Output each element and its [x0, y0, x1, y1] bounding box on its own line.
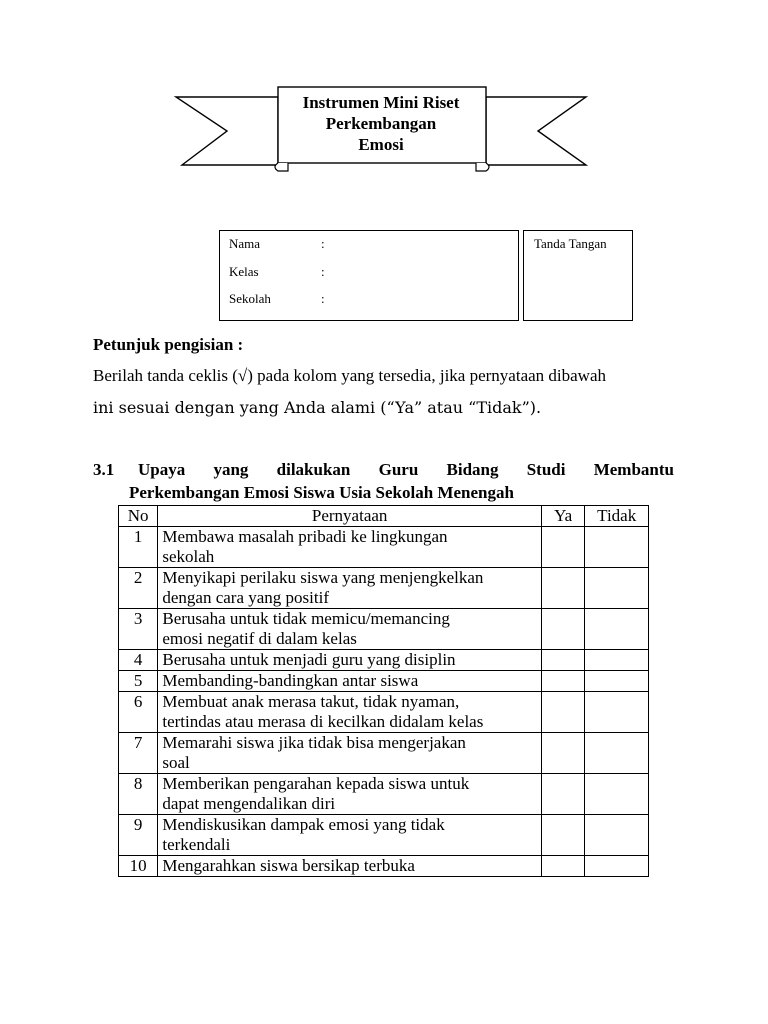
table-row [119, 671, 649, 692]
header-statement: Pernyataan [158, 506, 542, 527]
section-title-line2: Perkembangan Emosi Siswa Usia Sekolah Menengah [129, 483, 514, 502]
checkbox-tidak[interactable] [585, 733, 649, 774]
checkbox-tidak[interactable] [585, 774, 649, 815]
row-statement [158, 815, 542, 856]
signature-label: Tanda Tangan [534, 236, 607, 251]
header-no: No [119, 506, 158, 527]
statement-line: Mendiskusikan dampak emosi yang tidak [162, 815, 445, 834]
table-row [119, 568, 649, 609]
questionnaire-table [118, 505, 649, 877]
statement-line: soal [162, 753, 190, 772]
statement-line: emosi negatif di dalam kelas [162, 629, 357, 648]
statement-line: Membawa masalah pribadi ke lingkungan [162, 527, 448, 546]
statement-line: terkendali [162, 835, 231, 854]
table-row [119, 733, 649, 774]
banner-title [281, 92, 481, 155]
table-header-row [119, 506, 649, 527]
checkbox-ya[interactable] [541, 568, 584, 609]
instructions-title: Petunjuk pengisian : [93, 335, 244, 354]
signature-box[interactable] [523, 230, 633, 321]
checkbox-tidak[interactable] [585, 815, 649, 856]
checkbox-tidak[interactable] [585, 856, 649, 877]
banner-title-line: Emosi [358, 135, 404, 154]
checkbox-ya[interactable] [541, 527, 584, 568]
table-row [119, 774, 649, 815]
checkbox-tidak[interactable] [585, 650, 649, 671]
identity-box [219, 230, 519, 321]
banner-title-line: Instrumen Mini Riset [302, 93, 460, 112]
identity-label: Sekolah [229, 291, 271, 306]
row-statement [158, 733, 542, 774]
section-number: 3.1 [93, 460, 115, 479]
instructions-text-line1: Berilah tanda ceklis (√) pada kolom yang tersedia, jika pernyataan dibawah [93, 366, 606, 385]
row-statement [158, 692, 542, 733]
checkbox-ya[interactable] [541, 815, 584, 856]
checkbox-ya[interactable] [541, 733, 584, 774]
row-number: 2 [119, 568, 158, 609]
checkbox-tidak[interactable] [585, 692, 649, 733]
statement-line: dapat mengendalikan diri [162, 794, 336, 813]
checkbox-ya[interactable] [541, 774, 584, 815]
row-number: 6 [119, 692, 158, 733]
row-statement [158, 774, 542, 815]
checkbox-ya[interactable] [541, 650, 584, 671]
row-statement [158, 856, 542, 877]
checkbox-tidak[interactable] [585, 527, 649, 568]
header-tidak: Tidak [585, 506, 649, 527]
table-row [119, 609, 649, 650]
row-number: 9 [119, 815, 158, 856]
statement-line: Mengarahkan siswa bersikap terbuka [162, 856, 415, 875]
row-number: 5 [119, 671, 158, 692]
statement-line: Menyikapi perilaku siswa yang menjengkelkan [162, 568, 484, 587]
banner-right-tail [486, 97, 586, 165]
checkbox-tidak[interactable] [585, 568, 649, 609]
statement-line: Membuat anak merasa takut, tidak nyaman, [162, 692, 460, 711]
instructions-text-line2: ini sesuai dengan yang Anda alami (“Ya” atau “Tidak”). [93, 398, 542, 417]
row-statement [158, 650, 542, 671]
statement-line: dengan cara yang positif [162, 588, 329, 607]
row-statement [158, 527, 542, 568]
identity-label: Kelas [229, 264, 259, 279]
checkbox-tidak[interactable] [585, 671, 649, 692]
row-number: 3 [119, 609, 158, 650]
table-row [119, 815, 649, 856]
statement-line: Memberikan pengarahan kepada siswa untuk [162, 774, 470, 793]
checkbox-tidak[interactable] [585, 609, 649, 650]
statement-line: Membanding-bandingkan antar siswa [162, 671, 419, 690]
checkbox-ya[interactable] [541, 609, 584, 650]
statement-line: Berusaha untuk tidak memicu/memancing [162, 609, 450, 628]
identity-separator: : [321, 236, 325, 251]
banner-fold-left [275, 163, 288, 171]
checkbox-ya[interactable] [541, 671, 584, 692]
row-number: 1 [119, 527, 158, 568]
row-number: 8 [119, 774, 158, 815]
checkbox-ya[interactable] [541, 856, 584, 877]
statement-line: tertindas atau merasa di kecilkan didalam kelas [162, 712, 484, 731]
row-statement [158, 568, 542, 609]
identity-label: Nama [229, 236, 261, 251]
section-title-line1: Upaya yang dilakukan Guru Bidang Studi Membantu [138, 460, 674, 479]
identity-separator: : [321, 264, 325, 279]
table-row [119, 527, 649, 568]
row-number: 10 [119, 856, 158, 877]
row-statement [158, 609, 542, 650]
statement-line: Berusaha untuk menjadi guru yang disiplin [162, 650, 456, 669]
row-statement [158, 671, 542, 692]
banner-left-tail [176, 97, 278, 165]
row-number: 7 [119, 733, 158, 774]
banner-fold-right [476, 163, 489, 171]
header-ya: Ya [541, 506, 584, 527]
statement-line: Memarahi siswa jika tidak bisa mengerjakan [162, 733, 466, 752]
table-row [119, 650, 649, 671]
statement-line: sekolah [162, 547, 215, 566]
table-row [119, 692, 649, 733]
row-number: 4 [119, 650, 158, 671]
identity-separator: : [321, 291, 325, 306]
table-row [119, 856, 649, 877]
checkbox-ya[interactable] [541, 692, 584, 733]
banner-title-line: Perkembangan [325, 114, 437, 133]
